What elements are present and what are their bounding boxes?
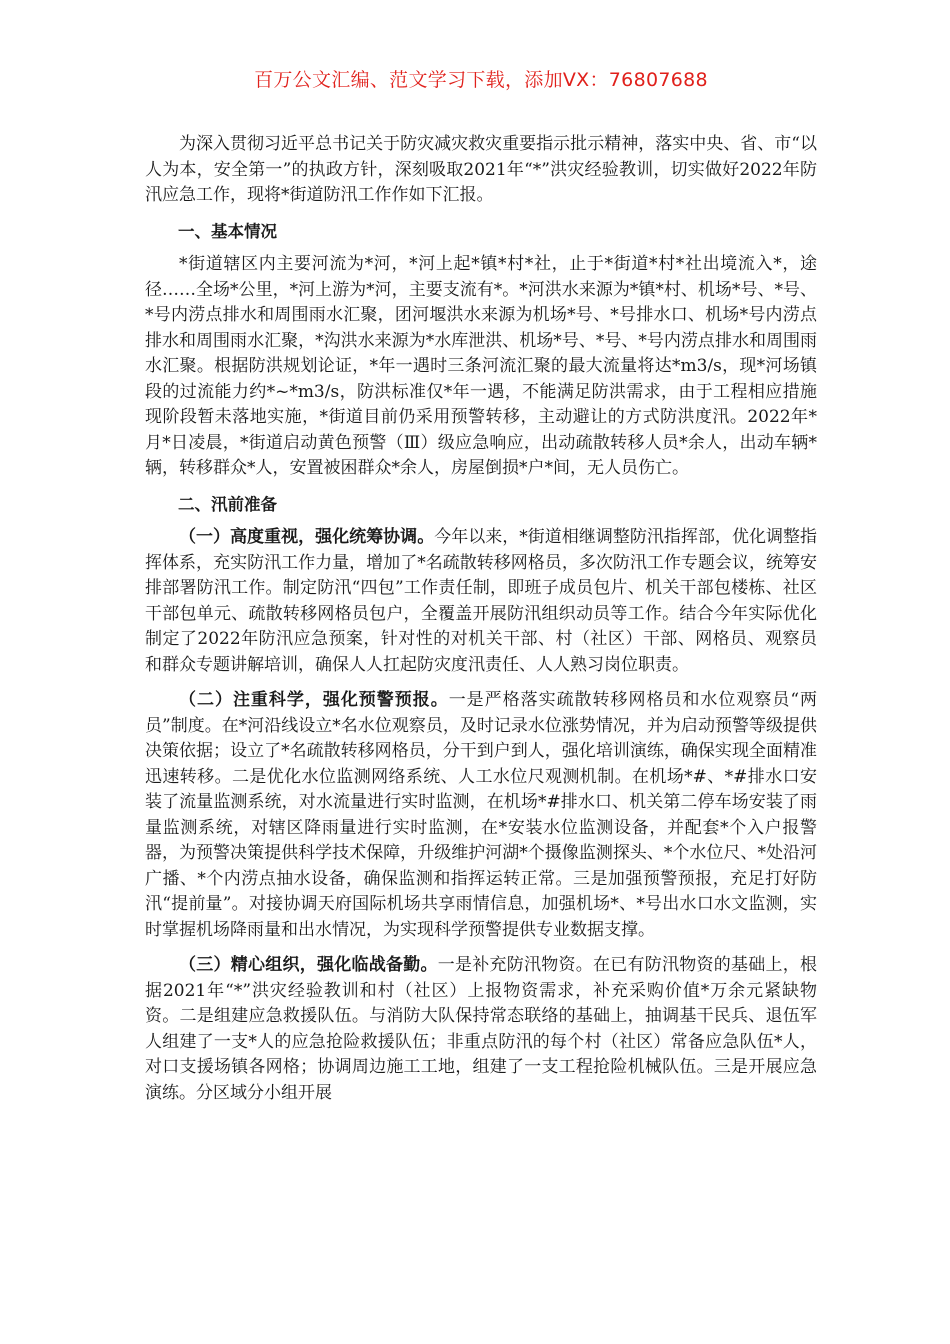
- item-2-text: 一是严格落实疏散转移网格员和水位观察员“两员”制度。在*河沿线设立*名水位观察员，及时记录水位涨势情况，并为启动预警等级提供决策依据；设立了*名疏散转移网格员，分干到户到人，强化培训演练，确保实现全面精准迅速转移。二是优化水位监测网络系统、人工水位尺观测机制。在机场*#、*#排水口安装了流量监测系统，对水流量进行实时监测，在机场*#排水口、机关第二停车场安装了雨量监测系统，对辖区降雨量进行实时监测，在*安装水位监测设备，并配套*个入户报警器，为预警决策提供科学技术保障，升级维护河湖*个摄像监测探头、*个水位尺、*处沿河广播、*个内涝点抽水设备，确保监测和指挥运转正常。三是加强预警预报，充足打好防汛“提前量”。对接协调天府国际机场共享雨情信息，加强机场*、*号出水口水文监测，实时掌握机场降雨量和出水情况，为实现科学预警提供专业数据支撑。: [145, 690, 817, 940]
- item-1-text: 今年以来，*街道相继调整防汛指挥部，优化调整指挥体系，充实防汛工作力量，增加了*名疏散转移网格员，多次防汛工作专题会议，统筹安排部署防汛工作。制定防汛“四包”工作责任制，即班子成员包片、机关干部包楼栋、社区干部包单元、疏散转移网格员包户，全覆盖开展防汛组织动员等工作。结合今年实际优化制定了2022年防汛应急预案，针对性的对机关干部、村（社区）干部、网格员、观察员和群众专题讲解培训，确保人人扛起防灾度汛责任、人人熟习岗位职责。: [145, 527, 817, 675]
- preparation-item-2: [145, 688, 817, 943]
- item-2-lead: （二）注重科学，强化预警预报。: [179, 690, 449, 710]
- preparation-item-1: [145, 525, 817, 678]
- section-heading-preparation: 二、汛前准备: [178, 494, 277, 514]
- preparation-item-3: [145, 953, 817, 1106]
- item-3-lead: （三）精心组织，强化临战备勤。: [179, 955, 438, 975]
- watermark-banner: 百万公文汇编、范文学习下载，添加VX：76807688: [254, 69, 708, 91]
- item-1-lead: （一）高度重视，强化统筹协调。: [179, 527, 435, 547]
- section-heading-basic-info: 一、基本情况: [178, 221, 277, 241]
- basic-info-paragraph: *街道辖区内主要河流为*河，*河上起*镇*村*社，止于*街道*村*社出境流入*，途径……全场*公里，*河上游为*河，主要支流有*。*河洪水来源为*镇*村、机场*号、*号、*号内涝点排水和周围雨水汇聚，团河堰洪水来源为机场*号、*号排水口、机场*号内涝点排水和周围雨水汇聚，*沟洪水来源为*水库泄洪、机场*号、*号、*号内涝点排水和周围雨水汇聚。根据防洪规划论证，*年一遇时三条河流汇聚的最大流量将达*m3/s，现*河场镇段的过流能力约*~*m3/s，防洪标准仅*年一遇，不能满足防洪需求，由于工程相应措施现阶段暂未落地实施，*街道目前仍采用预警转移，主动避让的方式防洪度汛。2022年*月*日凌晨，*街道启动黄色预警（Ⅲ）级应急响应，出动疏散转移人员*余人，出动车辆*辆，转移群众*人，安置被困群众*余人，房屋倒损*户*间，无人员伤亡。: [145, 254, 817, 478]
- item-3-text: 一是补充防汛物资。在已有防汛物资的基础上，根据2021年“*”洪灾经验教训和村（社区）上报物资需求，补充采购价值*万余元紧缺物资。二是组建应急救援队伍。与消防大队保持常态联络的基础上，抽调基干民兵、退伍军人组建了一支*人的应急抢险救援队伍；非重点防汛的每个村（社区）常备应急队伍*人，对口支援场镇各网格；协调周边施工工地，组建了一支工程抢险机械队伍。三是开展应急演练。分区域分小组开展: [145, 955, 817, 1103]
- intro-paragraph: 为深入贯彻习近平总书记关于防灾减灾救灾重要指示批示精神，落实中央、省、市“以人为本，安全第一”的执政方针，深刻吸取2021年“*”洪灾经验教训，切实做好2022年防汛应急工作，现将*街道防汛工作作如下汇报。: [145, 134, 817, 205]
